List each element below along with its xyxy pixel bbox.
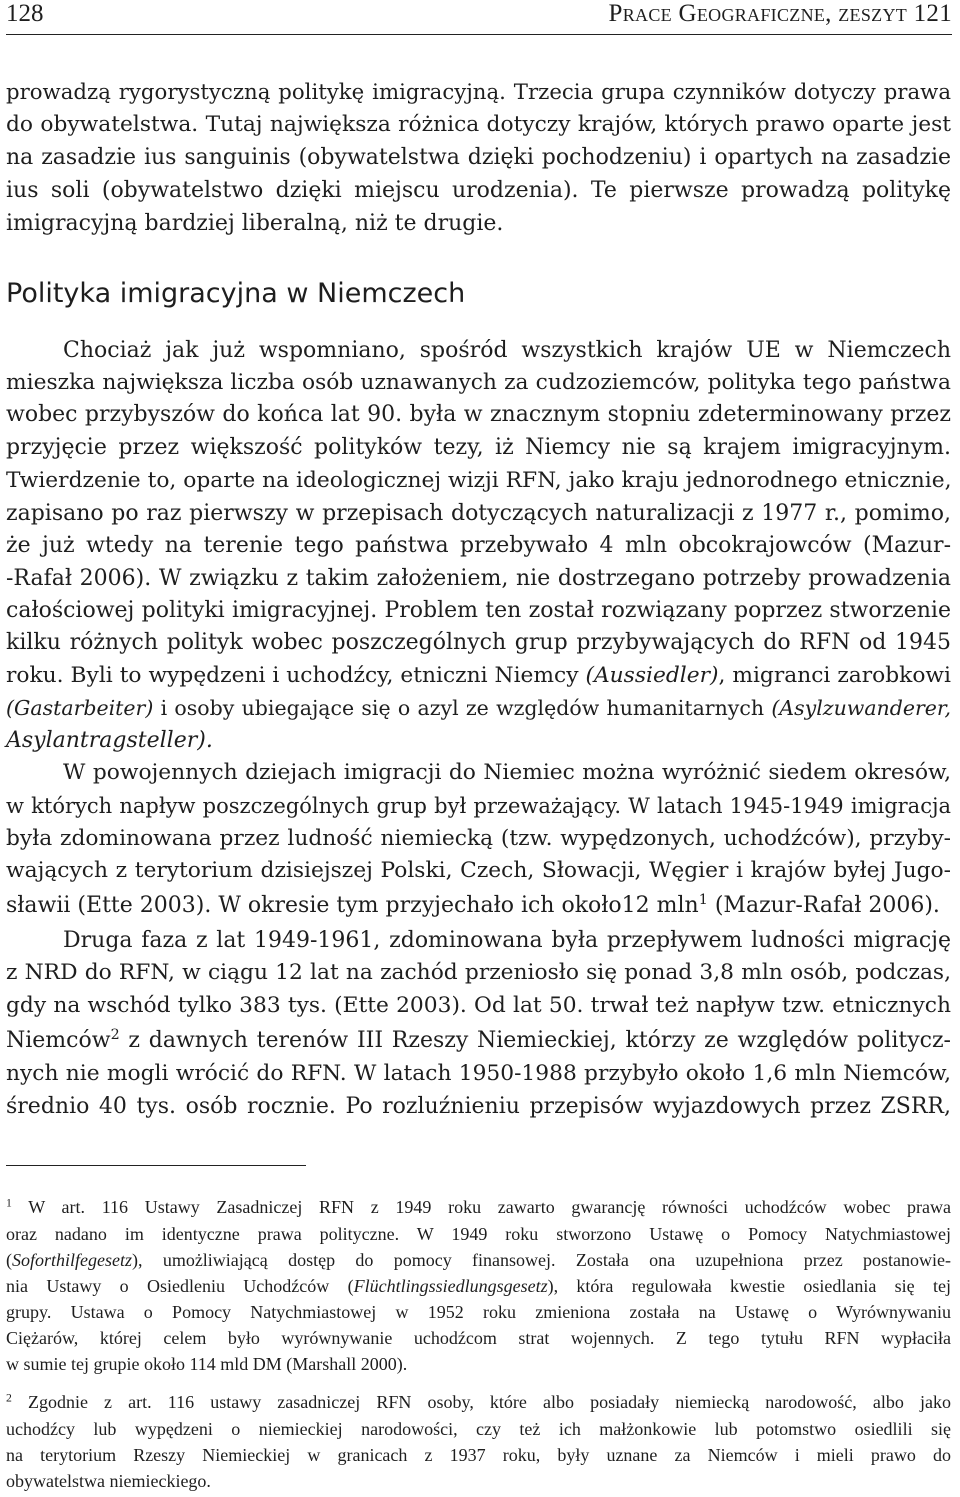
text-line: -Rafał 2006). W związku z takim założeniem, nie dostrzegano potrzeby prowadzenia <box>6 566 951 591</box>
text-line: oraz nadano im identyczne prawa polityczne. W 1949 roku stworzono Ustawę o Pomocy Natychmiastowej <box>6 1224 951 1244</box>
text-line: na terytorium Rzeszy Niemieckiej w granicach z 1937 roku, były uznane za Niemców i mieli prawo do <box>6 1445 951 1465</box>
italic-term: Soforthilfegesetz <box>12 1250 132 1270</box>
text-line: (Gastarbeiter) i osoby ubiegające się o azyl ze względów humanitarnych (Asylzuwanderer, <box>6 696 951 720</box>
text-line: z NRD do RFN, w ciągu 12 lat na zachód przeniosło się ponad 3,8 mln osób, podczas, <box>6 960 951 985</box>
footnote-marker: 2 <box>6 1391 12 1405</box>
text-line: imigracyjną bardziej liberalną, niż te drugie. <box>6 211 504 236</box>
footnote-ref[interactable]: 2 <box>110 1027 120 1044</box>
text-line: wobec przybyszów do końca lat 90. była w znacznym stopniu zdeterminowany przez <box>6 402 951 427</box>
italic-term: (Gastarbeiter) <box>6 696 154 720</box>
text-line: zapisano po raz pierwszy w przepisach dotyczących naturalizacji z 1977 r., pomimo, <box>6 501 951 526</box>
text-line: obywatelstwa niemieckiego. <box>6 1471 211 1491</box>
text-line: Chociaż jak już wspomniano, spośród wszystkich krajów UE w Niemczech <box>63 338 951 363</box>
text-line: w których napływ poszczególnych grup był przeważający. W latach 1945-1949 imigracja <box>6 794 951 818</box>
text-line: sławii (Ette 2003). W okresie tym przyjechało ich około12 mln$^1$ (Mazur-Rafał 2006). <box>6 892 940 918</box>
text-line: przyjęcie przez większość polityków tezy, iż Niemcy nie są krajem imigracyjnym. <box>6 435 951 460</box>
page-number: 128 <box>6 0 44 27</box>
text-line: prowadzą rygorystyczną politykę imigracyjną. Trzecia grupa czynników dotyczy prawa <box>6 80 951 105</box>
italic-term: (Aussiedler) <box>585 663 719 688</box>
section-heading: Polityka imigracyjna w Niemczech <box>6 278 466 309</box>
text-line: W powojennych dziejach imigracji do Niemiec można wyróżnić siedem okresów, <box>63 760 951 785</box>
text-line: Niemców$^2$ z dawnych terenów III Rzeszy Niemieckiej, którzy ze względów politycz- <box>6 1027 951 1053</box>
text-line: uchodźcy lub wypędzeni o niemieckiej narodowości, czy też ich małżonkowie lub potomstwo osiedlili się <box>6 1419 951 1439</box>
text-line: grupy. Ustawa o Pomocy Natychmiastowej w 1952 roku zmieniona została na Ustawę o Wyrównywaniu <box>6 1302 951 1322</box>
text-line: $^2$ Zgodnie z art. 116 ustawy zasadniczej RFN osoby, które albo posiadały niemiecką narodowość, albo jako <box>6 1391 951 1412</box>
text-line: całościowej polityki imigracyjnej. Problem ten został rozwiązany poprzez stworzenie <box>6 598 951 623</box>
footnote-ref[interactable]: 1 <box>698 892 708 909</box>
text-line: do obywatelstwa. Tutaj największa różnica dotyczy krajów, których prawo oparte jest <box>6 112 951 137</box>
text-line: Druga faza z lat 1949-1961, zdominowana była przepływem ludności migrację <box>63 928 951 953</box>
footnote-divider <box>6 1165 306 1166</box>
text-line: nia Ustawy o Osiedleniu Uchodźców (Flüchtlingssiedlungsgesetz), która regulowała kwestie osiedlania się tej <box>6 1276 951 1296</box>
text-line <box>6 726 951 756</box>
text-line: w sumie tej grupie około 114 mld DM (Marshall 2000). <box>6 1354 408 1374</box>
journal-title: Prace Geograficzne, zeszyt 121 <box>608 0 952 27</box>
text-line: wających z terytorium dzisiejszej Polski, Czech, Słowacji, Węgier i krajów byłej Jugo- <box>6 858 951 883</box>
text-line: na zasadzie ius sanguinis (obywatelstwa dzięki pochodzeniu) i opartych na zasadzie <box>6 145 951 170</box>
text-line: mieszka największa liczba osób uznawanych za cudzoziemców, polityka tego państwa <box>6 370 951 395</box>
text-line: była zdominowana przez ludność niemiecką (tzw. wypędzonych, uchodźców), przyby- <box>6 826 951 851</box>
italic-term: Asylantragsteller). <box>6 728 213 753</box>
text-line: ius soli (obywatelstwo dzięki miejscu urodzenia). Te pierwsze prowadzą politykę <box>6 178 951 203</box>
text-line: nych nie mogli wrócić do RFN. W latach 1950-1988 przybyło około 1,6 mln Niemców, <box>6 1061 951 1086</box>
text-line: Twierdzenie to, oparte na ideologicznej wizji RFN, jako kraju jednorodnego etnicznie, <box>6 468 952 493</box>
text-line: średnio 40 tys. osób rocznie. Po rozluźnieniu przepisów wyjazdowych przez ZSRR, <box>6 1094 951 1119</box>
text-line: (Soforthilfegesetz), umożliwiającą dostęp do pomocy finansowej. Została ona uzupełniona przez postanowie- <box>6 1250 951 1270</box>
text-line: $^1$ W art. 116 Ustawy Zasadniczej RFN z 1949 roku zawarto gwarancję równości uchodźców wobec prawa <box>6 1196 951 1217</box>
text-line: że już wtedy na terenie tego państwa przebywało 4 mln obcokrajowców (Mazur- <box>6 533 951 558</box>
text-line: kilku różnych polityk wobec poszczególnych grup przybywających do RFN od 1945 <box>6 630 951 655</box>
text-line: roku. Byli to wypędzeni i uchodźcy, etniczni Niemcy (Aussiedler), migranci zarobkowi <box>6 663 952 688</box>
text-line: Ciężarów, której celem było wyrównywanie uchodźcom strat wojennych. Z tego tytułu RFN wypłaciła <box>6 1328 951 1348</box>
italic-term: (Asylzuwanderer, <box>771 696 951 720</box>
footnote-marker: 1 <box>6 1196 12 1210</box>
italic-term: Flüchtlingssiedlungsgesetz <box>353 1276 548 1296</box>
running-header <box>6 0 952 35</box>
text-line: gdy na wschód tylko 383 tys. (Ette 2003). Od lat 50. trwał też napływ tzw. etnicznych <box>6 993 951 1018</box>
